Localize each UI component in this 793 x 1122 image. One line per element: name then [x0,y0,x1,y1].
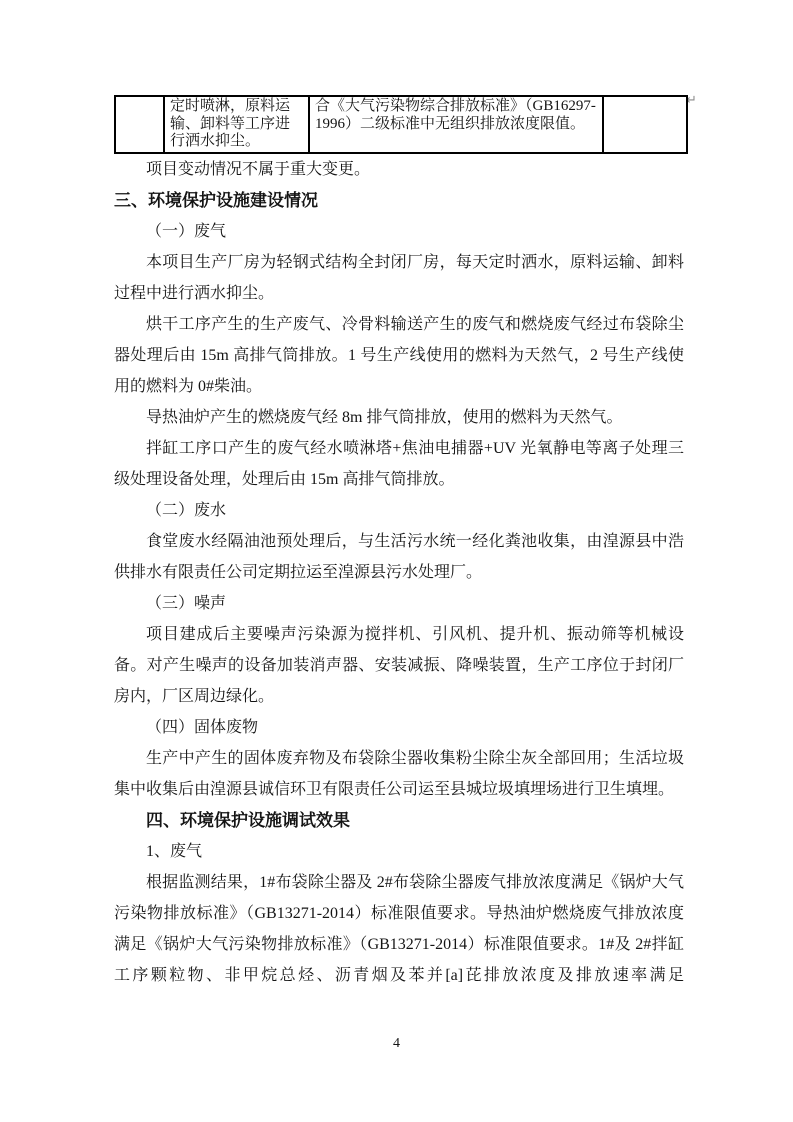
subheading-noise: （三）噪声 [146,594,227,612]
section-heading-debugging-effect: 四、环境保护设施调试效果 [146,810,350,830]
paragraph-solid-waste-disposal: 生产中产生的固体废弃物及布袋除尘器收集粉尘除尘灰全部回用；生活垃圾集中收集后由湟源县诚信环卫有限责任公司运至县城垃圾填埋场进行卫生填埋。 [114,749,684,798]
section-heading-construction: 三、环境保护设施建设情况 [114,190,318,210]
paragraph-change-note: 项目变动情况不属于重大变更。 [146,160,371,178]
subheading-wastewater: （二）废水 [146,501,227,519]
paragraph-monitoring-results: 根据监测结果，1#布袋除尘器及 2#布袋除尘器废气排放浓度满足《锅炉大气污染物排放标准》（GB13271-2014）标准限值要求。导热油炉燃烧废气排放浓度满足《锅炉大气污染物排放标准》（GB13271-2014）标准限值要求。1#及 2#拌缸工序颗粒物、非甲烷总烃、沥青烟及苯并[a]芘排放浓度及排放速率满足 [114,873,684,984]
paragraph-canteen-wastewater: 食堂废水经隔油池预处理后，与生活污水统一经化粪池收集，由湟源县中浩供排水有限责任公司定期拉运至湟源县污水处理厂。 [114,532,684,581]
table-cell-empty-left [115,96,164,153]
paragraph-drying-process: 烘干工序产生的生产废气、冷骨料输送产生的废气和燃烧废气经过布袋除尘器处理后由 15m 高排气筒排放。1 号生产线使用的燃料为天然气，2 号生产线使用的燃料为 0#柴油。 [114,315,684,395]
table-cell-empty-right [603,96,687,153]
paragraph-workshop-dust: 本项目生产厂房为轻钢式结构全封闭厂房，每天定时洒水，原料运输、卸料过程中进行洒水抑尘。 [114,253,684,302]
page-number: 4 [393,1036,400,1051]
subheading-solid-waste: （四）固体废物 [146,718,259,736]
table-row [115,96,687,153]
subheading-waste-gas: （一）废气 [146,222,227,240]
page-content [114,0,684,991]
paragraph-noise-sources: 项目建成后主要噪声污染源为搅拌机、引风机、提升机、振动筛等机械设备。对产生噪声的设备加装消声器、安装减振、降噪装置，生产工序位于封闭厂房内，厂区周边绿化。 [114,625,684,705]
paragraph-mark-icon: ↵ [686,93,697,108]
table-cell-measures: 定时喷淋，原料运输、卸料等工序进行洒水抑尘。 [164,96,309,153]
paragraph-mixing-tank: 拌缸工序口产生的废气经水喷淋塔+焦油电捕器+UV 光氧静电等离子处理三级处理设备处理，处理后由 15m 高排气筒排放。 [114,439,684,488]
table-cell-standard: 合《大气污染物综合排放标准》（GB16297-1996）二级标准中无组织排放浓度限值。 [309,96,603,153]
subheading-waste-gas-results: 1、废气 [146,842,203,860]
paragraph-heat-oil-furnace: 导热油炉产生的燃烧废气经 8m 排气筒排放，使用的燃料为天然气。 [146,408,623,426]
continuation-table [114,95,688,154]
